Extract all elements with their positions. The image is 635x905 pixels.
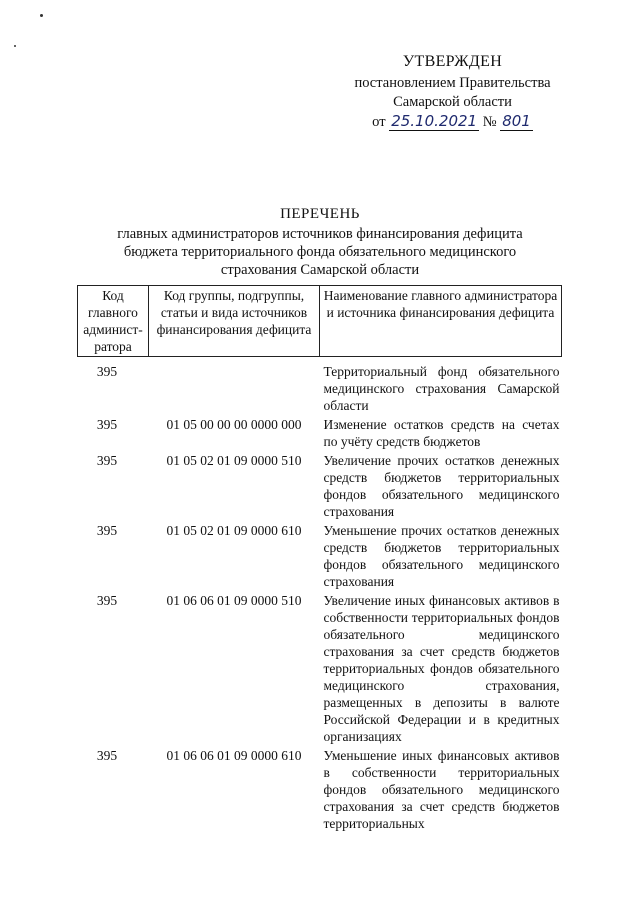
- source-code-cell: 01 05 00 00 00 0000 000: [166, 417, 302, 432]
- admin-code-cell: 395: [96, 593, 118, 608]
- handwritten-number: 801: [502, 112, 531, 130]
- document-heading: [70, 205, 570, 279]
- approval-date-line: [345, 112, 560, 132]
- name-cell: Уменьшение прочих остатков денежных средств бюджетов территориальных фондов обязательного медицинского страхования: [323, 523, 560, 589]
- header-admin-code: Код главного админист-ратора: [78, 286, 149, 357]
- heading-line-1: главных администраторов источников финансирования дефицита: [117, 226, 523, 242]
- source-code-cell: [149, 357, 320, 417]
- approval-line-2: Самарской области: [393, 94, 512, 110]
- table-row: [78, 357, 562, 417]
- name-cell: Увеличение прочих остатков денежных средств бюджетов территориальных фондов обязательного медицинского страхования: [323, 453, 560, 519]
- admin-code-cell: 395: [96, 748, 118, 763]
- heading-title: ПЕРЕЧЕНЬ: [280, 206, 360, 222]
- heading-line-3: страхования Самарской области: [220, 262, 420, 278]
- source-code-cell: 01 06 06 01 09 0000 510: [166, 593, 302, 608]
- administrators-table: [77, 285, 562, 834]
- table-row: [78, 592, 562, 747]
- admin-code-cell: 395: [96, 453, 118, 468]
- name-cell: Уменьшение иных финансовых активов в собственности территориальных фондов обязательного медицинского страхования за счет средств бюджетов территориальных: [323, 748, 560, 831]
- admin-code-cell: 395: [96, 523, 118, 538]
- name-cell: Территориальный фонд обязательного медицинского страхования Самарской области: [323, 364, 560, 413]
- table-row: [78, 452, 562, 522]
- approval-title: УТВЕРЖДЕН: [402, 53, 503, 70]
- scan-speck: [14, 45, 16, 47]
- number-prefix: №: [482, 114, 497, 130]
- source-code-cell: 01 06 06 01 09 0000 610: [166, 748, 302, 763]
- name-cell: Увеличение иных финансовых активов в собственности территориальных фондов обязательного медицинского страхования за счет средств бюджетов территориальных фондов обязательного медицинского страхования, размещенных в депозиты в валюте Российской Федерации и в кредитных организациях: [323, 593, 560, 744]
- admin-code-cell: 395: [96, 364, 118, 379]
- handwritten-date: 25.10.2021: [391, 112, 478, 130]
- date-prefix: от: [372, 114, 386, 130]
- table-row: [78, 522, 562, 592]
- admin-code-cell: 395: [96, 417, 118, 432]
- source-code-cell: 01 05 02 01 09 0000 510: [166, 453, 302, 468]
- name-cell: Изменение остатков средств на счетах по учёту средств бюджетов: [323, 417, 560, 449]
- heading-line-2: бюджета территориального фонда обязательного медицинского: [123, 244, 517, 260]
- approval-block: [345, 52, 560, 132]
- source-code-cell: 01 05 02 01 09 0000 610: [166, 523, 302, 538]
- scan-speck: [40, 14, 43, 17]
- approval-line-1: постановлением Правительства: [354, 75, 551, 91]
- header-name: Наименование главного администратора и источника финансирования дефицита: [320, 286, 562, 357]
- table-row: [78, 747, 562, 834]
- header-source-code: Код группы, подгруппы, статьи и вида источников финансирования дефицита: [149, 286, 320, 357]
- table-row: [78, 416, 562, 452]
- table-header-row: [78, 286, 562, 357]
